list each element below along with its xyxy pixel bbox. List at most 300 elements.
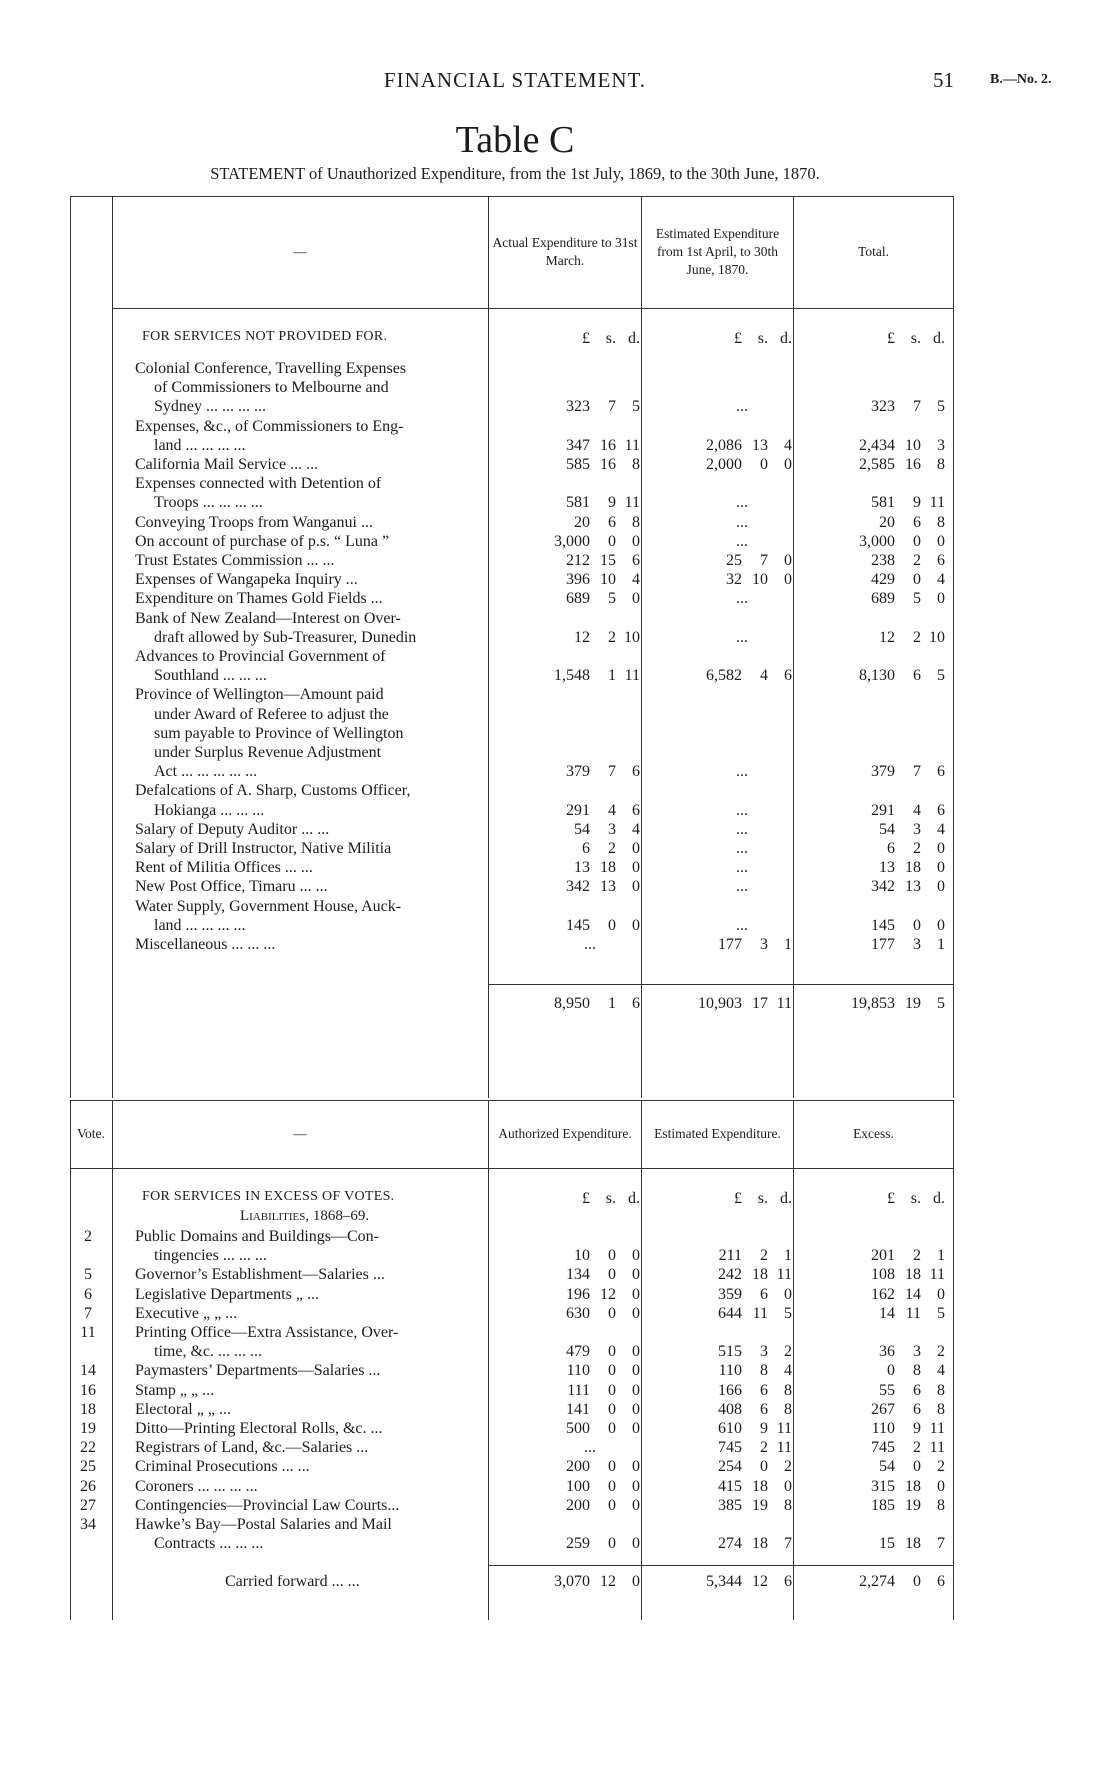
item-description: On account of purchase of p.s. “ Luna ” — [135, 532, 390, 550]
pounds: 274 — [718, 1535, 742, 1553]
excess-amount — [845, 1477, 945, 1496]
nil-value: ... — [584, 1439, 596, 1457]
shillings: 2 — [913, 1247, 921, 1265]
section-title: FOR SERVICES IN EXCESS OF VOTES. — [142, 1189, 395, 1204]
shillings: 9 — [913, 494, 921, 512]
pounds: 379 — [871, 763, 895, 781]
pence: 4 — [937, 820, 945, 838]
row-line — [70, 474, 954, 493]
pounds: 10 — [574, 1247, 590, 1265]
pounds: 254 — [718, 1458, 742, 1476]
pounds: 3,000 — [554, 532, 590, 550]
item-description: Expenses, &c., of Commissioners to Eng- — [135, 417, 404, 435]
pence: 0 — [632, 878, 640, 896]
item-description: California Mail Service ... ... — [135, 456, 319, 473]
excess-amount — [845, 1419, 945, 1438]
pence: 0 — [784, 1285, 792, 1303]
actual-amount — [540, 935, 640, 954]
row-amounts — [70, 628, 954, 647]
pence: 0 — [784, 1477, 792, 1495]
total-amount — [845, 858, 945, 877]
pounds: 111 — [567, 1381, 590, 1399]
nil-value: ... — [736, 513, 748, 531]
pence: 11 — [776, 1420, 792, 1437]
shillings: 11 — [752, 1304, 768, 1322]
estimated-amount — [692, 1534, 792, 1553]
vote-number: 11 — [80, 1324, 96, 1341]
pence: 0 — [632, 1420, 640, 1437]
pence: 6 — [937, 1573, 945, 1590]
pounds: 145 — [871, 916, 895, 934]
shillings: 2 — [913, 1439, 921, 1457]
pounds: 630 — [566, 1304, 590, 1322]
pence: 8 — [784, 1381, 792, 1399]
section-title: FOR SERVICES NOT PROVIDED FOR. — [142, 329, 388, 344]
estimated-amount — [692, 1457, 792, 1476]
estimated-amount — [692, 436, 792, 455]
pence: 4 — [784, 1362, 792, 1380]
actual-amount — [540, 493, 640, 512]
pounds: 25 — [726, 552, 742, 569]
pence: 6 — [632, 763, 640, 781]
shillings: 17 — [752, 995, 768, 1012]
item-description: under Surplus Revenue Adjustment — [154, 744, 382, 761]
pence: 0 — [632, 532, 640, 550]
pence: 0 — [632, 590, 640, 608]
shillings: 18 — [905, 1266, 921, 1284]
item-description: Hokianga ... ... ... — [154, 801, 265, 819]
actual-amount — [540, 551, 640, 570]
actual-column-header: Actual Expenditure to 31st March. — [492, 235, 638, 268]
pence: 0 — [632, 1343, 640, 1361]
shillings: 10 — [752, 571, 768, 589]
pence: 0 — [632, 840, 640, 857]
item-description: Electoral „ „ ... — [135, 1400, 231, 1418]
shillings: 18 — [905, 1477, 921, 1495]
currency-units — [845, 1189, 945, 1208]
authorized-amount — [540, 1457, 640, 1476]
shillings: 19 — [752, 1496, 768, 1514]
total-amount — [845, 820, 945, 839]
pounds: 6 — [582, 840, 590, 857]
total-amount — [845, 570, 945, 589]
pounds: 2,086 — [706, 436, 742, 454]
pence: 11 — [624, 494, 640, 512]
item-description: land ... ... ... ... — [154, 436, 246, 454]
page-number: 51 — [933, 68, 954, 92]
shillings: 6 — [760, 1285, 768, 1303]
shillings: 2 — [913, 552, 921, 569]
item-description: Coroners ... ... ... ... — [135, 1477, 258, 1495]
row-amounts — [70, 1265, 954, 1284]
total-amount — [845, 762, 945, 781]
pounds: 134 — [566, 1266, 590, 1284]
excess-amount — [845, 1246, 945, 1265]
item-description: under Award of Referee to adjust the — [154, 705, 389, 723]
estimated-amount — [692, 493, 792, 512]
estimated-amount — [692, 1285, 792, 1304]
pence: 0 — [937, 1285, 945, 1303]
subsection-title: Liabilities, 1868–69. — [240, 1208, 370, 1224]
estimated-amount — [692, 1477, 792, 1496]
pounds: 0 — [887, 1362, 895, 1380]
shillings: 0 — [913, 571, 921, 589]
actual-amount — [540, 801, 640, 820]
pounds-unit: £ — [887, 1190, 895, 1207]
authorized-amount — [540, 1419, 640, 1438]
pounds: 379 — [566, 763, 590, 781]
actual-amount — [540, 570, 640, 589]
excess-of-votes-table — [70, 1100, 954, 1620]
pence: 0 — [937, 878, 945, 896]
actual-amount — [540, 436, 640, 455]
unauthorized-expenditure-table — [70, 196, 954, 1098]
estimated-amount — [692, 839, 792, 858]
item-description: Miscellaneous ... ... ... — [135, 936, 276, 953]
shillings-unit: s. — [757, 1190, 768, 1207]
shillings: 0 — [608, 916, 616, 934]
total-amount — [845, 839, 945, 858]
shillings: 2 — [913, 628, 921, 646]
pence: 1 — [937, 936, 945, 953]
vote-number: 14 — [80, 1362, 96, 1380]
pence: 0 — [632, 1496, 640, 1514]
actual-amount — [540, 916, 640, 935]
pence: 4 — [937, 571, 945, 589]
row-amounts — [70, 551, 954, 570]
pounds: 581 — [566, 494, 590, 512]
estimated-amount — [692, 801, 792, 820]
row-amounts — [70, 513, 954, 532]
item-description: Expenses of Wangapeka Inquiry ... — [135, 571, 358, 589]
shillings: 2 — [913, 840, 921, 857]
shillings: 3 — [913, 936, 921, 953]
pounds: 14 — [879, 1304, 895, 1322]
pounds: 36 — [879, 1343, 895, 1361]
pounds-unit: £ — [582, 330, 590, 347]
pence: 8 — [937, 456, 945, 473]
estimated-amount — [692, 858, 792, 877]
total-amount — [845, 628, 945, 647]
pence: 2 — [784, 1458, 792, 1476]
pounds: 581 — [871, 494, 895, 512]
pence: 2 — [937, 1343, 945, 1361]
authorized-amount — [540, 1265, 640, 1284]
nil-value: ... — [736, 859, 748, 877]
row-amounts — [70, 1457, 954, 1476]
pence-unit: d. — [933, 330, 945, 347]
actual-amount — [540, 628, 640, 647]
total-amount — [845, 801, 945, 820]
row-amounts — [70, 436, 954, 455]
row-line — [70, 781, 954, 800]
excess-amount — [845, 1400, 945, 1419]
item-description: Trust Estates Commission ... ... — [135, 552, 335, 569]
shillings: 6 — [913, 1381, 921, 1399]
pounds: 500 — [566, 1420, 590, 1437]
row-amounts — [70, 1534, 954, 1553]
estimated-amount — [692, 551, 792, 570]
total-amount — [845, 589, 945, 608]
row-amounts — [70, 916, 954, 935]
pounds: 177 — [718, 936, 742, 953]
shillings: 0 — [760, 1458, 768, 1476]
row-line — [70, 897, 954, 916]
desc-column-header: — — [293, 1126, 307, 1141]
pounds: 396 — [566, 571, 590, 589]
shillings: 0 — [608, 1400, 616, 1418]
pounds: 291 — [871, 801, 895, 819]
units-label-row — [70, 329, 954, 348]
shillings: 16 — [600, 436, 616, 454]
item-description: Public Domains and Buildings—Con- — [135, 1228, 379, 1245]
pounds: 12 — [574, 628, 590, 646]
row-amounts — [70, 1285, 954, 1304]
pounds: 20 — [879, 513, 895, 531]
pence: 6 — [937, 801, 945, 819]
shillings: 0 — [608, 1362, 616, 1380]
shillings: 0 — [608, 1381, 616, 1399]
shillings: 0 — [760, 456, 768, 473]
pounds: 644 — [718, 1304, 742, 1322]
pounds: 211 — [718, 1247, 742, 1265]
pounds: 385 — [718, 1496, 742, 1514]
pence: 5 — [937, 1304, 945, 1322]
nil-value: ... — [736, 628, 748, 646]
total-amount — [845, 513, 945, 532]
row-amounts — [70, 762, 954, 781]
item-description: Hawke’s Bay—Postal Salaries and Mail — [135, 1516, 392, 1533]
pence: 6 — [937, 763, 945, 781]
actual-amount — [540, 762, 640, 781]
pounds: 110 — [718, 1362, 742, 1380]
vote-number: 34 — [80, 1516, 96, 1533]
pence: 4 — [632, 820, 640, 838]
pounds: 267 — [871, 1400, 895, 1418]
vote-number: 19 — [80, 1420, 96, 1437]
row-line — [70, 359, 954, 378]
nil-value: ... — [736, 532, 748, 550]
pounds: 6 — [887, 840, 895, 857]
pence: 0 — [937, 840, 945, 857]
pounds: 323 — [566, 398, 590, 416]
vote-number: 22 — [80, 1439, 96, 1457]
item-description: Executive „ „ ... — [135, 1304, 238, 1322]
total-amount — [845, 916, 945, 935]
item-description: tingencies ... ... ... — [154, 1247, 267, 1265]
pounds: 196 — [566, 1285, 590, 1303]
shillings: 10 — [905, 436, 921, 454]
total-amount — [845, 877, 945, 896]
pence-unit: d. — [628, 330, 640, 347]
estimated-amount — [692, 570, 792, 589]
pence: 11 — [929, 494, 945, 512]
pounds: 242 — [718, 1266, 742, 1284]
pounds: 55 — [879, 1381, 895, 1399]
shillings: 6 — [760, 1381, 768, 1399]
shillings-unit: s. — [605, 1190, 616, 1207]
nil-value: ... — [736, 590, 748, 608]
pence-unit: d. — [628, 1190, 640, 1207]
pounds: 259 — [566, 1535, 590, 1553]
shillings: 13 — [600, 878, 616, 896]
item-description: Rent of Militia Offices ... ... — [135, 859, 313, 877]
vote-number: 2 — [84, 1228, 92, 1245]
shillings: 12 — [600, 1573, 616, 1590]
authorized-amount — [540, 1246, 640, 1265]
pence: 8 — [632, 513, 640, 531]
pence: 0 — [937, 532, 945, 550]
shillings: 10 — [600, 571, 616, 589]
shillings: 9 — [608, 494, 616, 512]
shillings: 0 — [608, 1477, 616, 1495]
item-description: sum payable to Province of Wellington — [154, 724, 404, 742]
row-amounts — [70, 1381, 954, 1400]
item-description: Governor’s Establishment—Salaries ... — [135, 1266, 385, 1284]
row-amounts — [70, 570, 954, 589]
pence: 11 — [929, 1266, 945, 1284]
nil-value: ... — [736, 820, 748, 838]
row-amounts — [70, 397, 954, 416]
pence: 11 — [929, 1420, 945, 1437]
item-description: Water Supply, Government House, Auck- — [135, 897, 402, 915]
item-description: Sydney ... ... ... ... — [154, 398, 266, 416]
shillings: 5 — [913, 590, 921, 608]
pence: 0 — [632, 1285, 640, 1303]
pence: 0 — [632, 1573, 640, 1590]
actual-amount — [540, 532, 640, 551]
pence: 0 — [784, 456, 792, 473]
row-line — [70, 685, 954, 704]
page-title: Table C — [455, 119, 575, 161]
item-description: Act ... ... ... ... ... — [154, 763, 258, 781]
shillings: 0 — [608, 1420, 616, 1437]
pence: 6 — [784, 667, 792, 685]
item-description: time, &c. ... ... ... — [154, 1343, 262, 1361]
estimated-amount — [692, 1496, 792, 1515]
estimated-amount — [692, 397, 792, 416]
pounds: 3,070 — [554, 1573, 590, 1590]
row-amounts — [70, 1419, 954, 1438]
pounds-unit: £ — [734, 1190, 742, 1207]
header-bottom-rule — [112, 308, 954, 309]
shillings: 2 — [608, 628, 616, 646]
shillings: 3 — [913, 1343, 921, 1361]
shillings-unit: s. — [605, 330, 616, 347]
item-description: Contracts ... ... ... — [154, 1535, 264, 1553]
item-description: Advances to Provincial Government of — [135, 648, 386, 665]
pence: 0 — [632, 1266, 640, 1284]
pounds: 10,903 — [698, 995, 742, 1012]
pence: 2 — [937, 1458, 945, 1476]
excess-amount — [845, 1304, 945, 1323]
shillings: 7 — [608, 763, 616, 781]
pounds: 342 — [871, 878, 895, 896]
pounds-unit: £ — [734, 330, 742, 347]
shillings: 19 — [905, 995, 921, 1012]
row-amounts — [70, 666, 954, 685]
authorized-amount — [540, 1496, 640, 1515]
pence: 5 — [937, 398, 945, 416]
item-description: Ditto—Printing Electoral Rolls, &c. ... — [135, 1420, 383, 1437]
excess-amount — [845, 1265, 945, 1284]
row-amounts — [70, 1496, 954, 1515]
pence: 8 — [784, 1400, 792, 1418]
estimated-amount — [692, 1265, 792, 1284]
row-line — [70, 1227, 954, 1246]
pounds: 689 — [566, 590, 590, 608]
authorized-amount — [540, 1304, 640, 1323]
actual-amount — [540, 839, 640, 858]
authorized-amount — [540, 1477, 640, 1496]
row-line — [70, 417, 954, 436]
shillings: 7 — [760, 552, 768, 569]
pence: 5 — [784, 1304, 792, 1322]
row-amounts — [70, 877, 954, 896]
shillings: 0 — [913, 916, 921, 934]
estimated-amount — [692, 628, 792, 647]
nil-value: ... — [736, 801, 748, 819]
pence: 0 — [632, 1381, 640, 1399]
pounds: 54 — [879, 820, 895, 838]
shillings: 4 — [913, 801, 921, 819]
excess-amount — [845, 1438, 945, 1457]
pence: 4 — [937, 1362, 945, 1380]
item-description: Expenses connected with Detention of — [135, 475, 382, 493]
estimated-amount — [692, 935, 792, 954]
pounds: 291 — [566, 801, 590, 819]
pence: 8 — [784, 1496, 792, 1514]
pounds: 54 — [879, 1458, 895, 1476]
pence: 11 — [929, 1439, 945, 1457]
shillings: 19 — [905, 1496, 921, 1514]
pounds: 110 — [566, 1362, 590, 1380]
pence: 0 — [632, 916, 640, 934]
shillings: 0 — [608, 532, 616, 550]
row-line — [70, 647, 954, 666]
pence: 5 — [937, 995, 945, 1012]
authorized-amount — [540, 1361, 640, 1380]
item-description: Printing Office—Extra Assistance, Over- — [135, 1324, 399, 1341]
units-label-row — [70, 1189, 954, 1208]
row-amounts — [70, 1304, 954, 1323]
pounds: 110 — [871, 1420, 895, 1437]
pounds: 20 — [574, 513, 590, 531]
pence: 0 — [632, 1535, 640, 1553]
total-amount — [845, 493, 945, 512]
row-amounts — [70, 935, 954, 954]
excess-amount — [845, 1361, 945, 1380]
estimated-amount — [692, 1361, 792, 1380]
pounds: 5,344 — [706, 1573, 742, 1590]
pence: 8 — [632, 456, 640, 473]
total-amount — [845, 397, 945, 416]
pence: 6 — [632, 801, 640, 819]
authorized-column-header: Authorized Expenditure. — [498, 1126, 632, 1141]
pounds: 162 — [871, 1285, 895, 1303]
excess-carried-forward — [845, 1572, 945, 1591]
carried-forward-label: Carried forward ... ... — [225, 1573, 360, 1590]
pounds: 1,548 — [554, 667, 590, 685]
nil-value: ... — [736, 494, 748, 512]
shillings: 3 — [608, 820, 616, 838]
pence: 11 — [776, 1266, 792, 1284]
actual-amount — [540, 455, 640, 474]
nil-value: ... — [736, 398, 748, 416]
row-amounts — [70, 801, 954, 820]
total-amount — [845, 455, 945, 474]
pence: 0 — [632, 1247, 640, 1265]
